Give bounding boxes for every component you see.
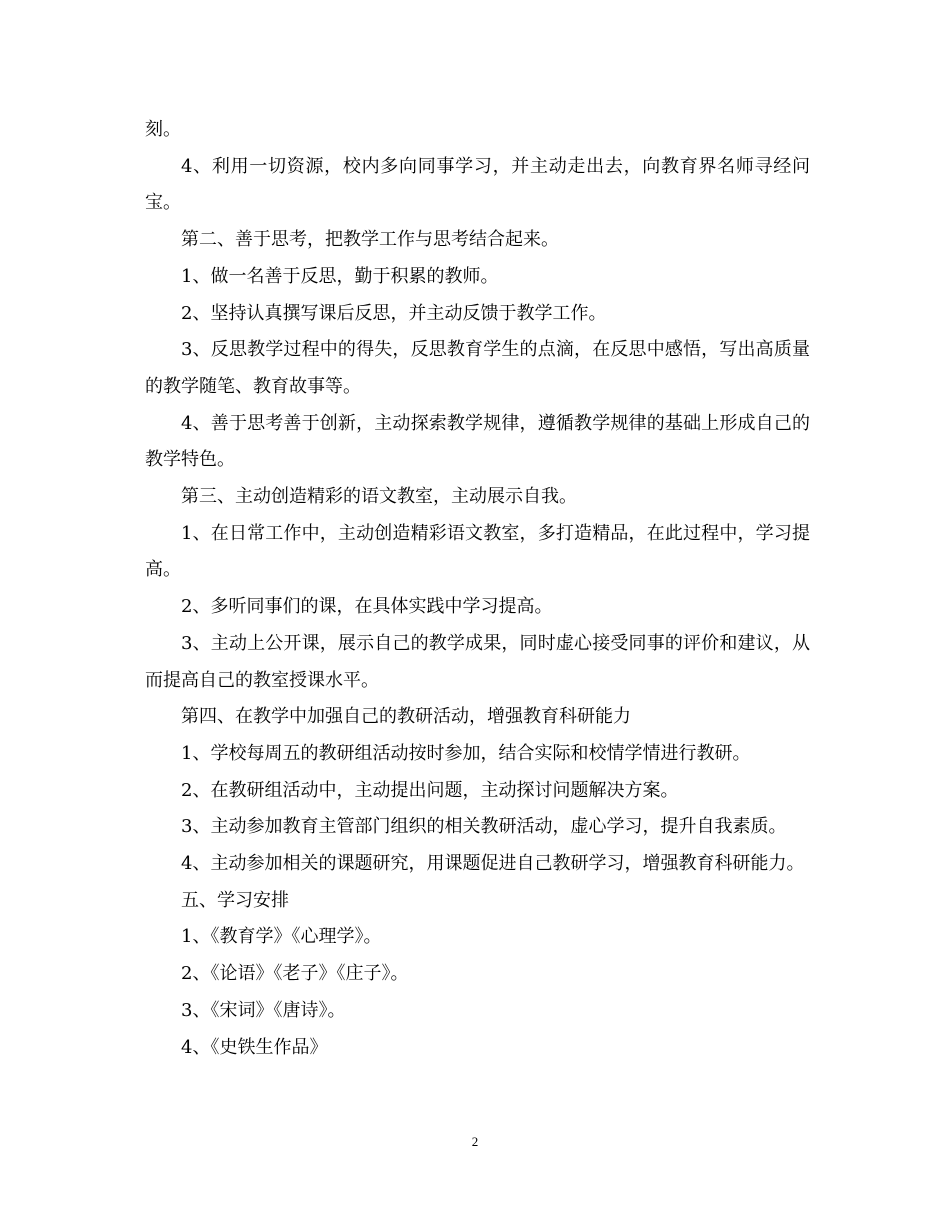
list-item: 2、《论语》《老子》《庄子》。 (181, 963, 409, 985)
paragraph: 3、主动上公开课，展示自己的教学成果，同时虚心接受同事的评价和建议，从而提高自己的教室授课水平。 (145, 632, 810, 691)
paragraph: 1、做一名善于反思，勤于积累的教师。 (181, 265, 499, 287)
section-heading: 第四、在教学中加强自己的教研活动，增强教育科研能力 (181, 706, 631, 728)
paragraph: 1、在日常工作中，主动创造精彩语文教室，多打造精品，在此过程中，学习提高。 (145, 522, 810, 581)
paragraph: 4、善于思考善于创新，主动探索教学规律，遵循教学规律的基础上形成自己的教学特色。 (145, 412, 810, 471)
document-body (145, 112, 810, 1066)
section-heading: 第二、善于思考，把教学工作与思考结合起来。 (181, 229, 559, 251)
paragraph: 3、反思教学过程中的得失，反思教育学生的点滴，在反思中感悟，写出高质量的教学随笔、教育故事等。 (145, 339, 810, 397)
paragraph: 4、主动参加相关的课题研究，用课题促进自己教研学习，增强教育科研能力。 (181, 853, 805, 875)
section-heading: 五、学习安排 (181, 889, 289, 911)
page-number: 2 (471, 1134, 479, 1149)
list-item: 3、《宋词》《唐诗》。 (181, 999, 346, 1021)
paragraph: 2、多听同事们的课，在具体实践中学习提高。 (181, 596, 553, 618)
paragraph-continuation: 刻。 (145, 119, 181, 140)
paragraph: 2、在教研组活动中，主动提出问题，主动探讨问题解决方案。 (181, 779, 679, 801)
list-item: 1、《教育学》《心理学》。 (181, 926, 382, 948)
paragraph: 1、学校每周五的教研组活动按时参加，结合实际和校情学情进行教研。 (181, 742, 751, 764)
section-heading: 第三、主动创造精彩的语文教室，主动展示自我。 (181, 486, 577, 508)
paragraph: 3、主动参加教育主管部门组织的相关教研活动，虚心学习，提升自我素质。 (181, 816, 787, 838)
paragraph: 2、坚持认真撰写课后反思，并主动反馈于教学工作。 (181, 302, 607, 324)
paragraph: 4、利用一切资源，校内多向同事学习，并主动走出去，向教育界名师寻经问宝。 (145, 155, 810, 214)
list-item: 4、《史铁生作品》 (181, 1036, 328, 1058)
